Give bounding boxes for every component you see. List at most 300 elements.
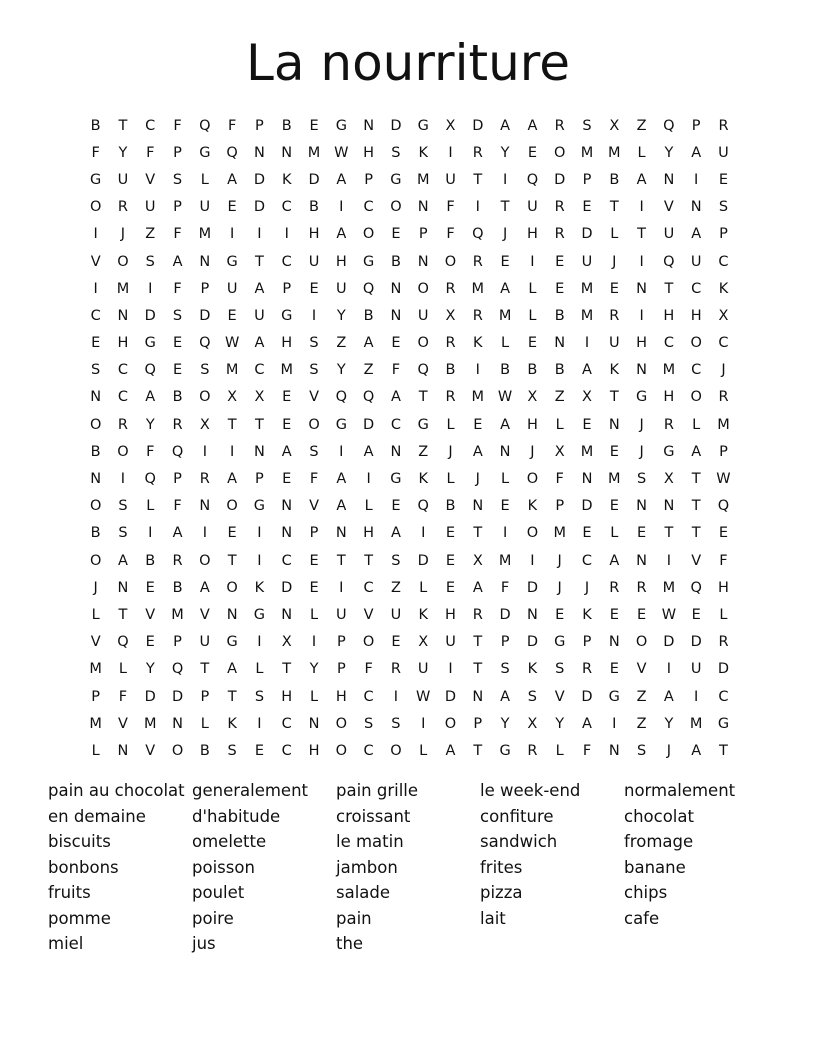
grid-letter: B [445,362,456,379]
grid-letter: I [639,199,644,216]
grid-letter: Z [336,335,347,352]
grid-letter: A [691,144,702,161]
grid-letter: F [173,226,182,243]
grid-row [82,574,738,601]
grid-letter: C [663,335,674,352]
grid-letter: L [692,416,701,433]
grid-letter: N [226,606,238,623]
grid-letter: G [417,117,429,134]
grid-letter: N [636,280,648,297]
grid-letter: H [526,416,538,433]
grid-letter: O [89,416,102,433]
grid-letter: V [145,606,156,623]
grid-row [82,166,738,193]
grid-letter: V [145,742,156,759]
grid-letter: V [309,389,319,406]
grid-letter: X [199,416,210,433]
grid-letter: J [584,579,590,596]
grid-letter: N [472,688,484,705]
grid-letter: W [716,471,731,488]
grid-letter: M [580,280,594,297]
grid-letter: P [255,471,264,488]
grid-letter: T [473,525,483,542]
grid-letter: Y [336,307,346,324]
grid-letter: H [690,307,702,324]
grid-letter: H [308,742,320,759]
grid-letter: X [609,117,620,134]
grid-letter: F [500,579,510,596]
grid-letter: C [363,579,374,596]
word-list-item: pain au chocolat [48,781,185,800]
grid-letter: D [690,634,702,651]
word-list-item: the [336,934,364,953]
grid-letter: E [555,253,565,270]
grid-letter: F [146,144,155,161]
grid-letter: L [309,688,319,705]
grid-letter: J [721,362,726,379]
word-list-item: poire [192,908,234,928]
grid-letter: A [663,688,674,705]
word-list-item: cafe [624,908,660,928]
grid-letter: X [418,634,429,651]
grid-letter: B [90,443,101,460]
grid-letter: N [199,498,211,515]
grid-letter: J [530,443,535,460]
grid-letter: L [255,661,264,678]
grid-letter: S [227,742,237,759]
grid-letter: O [362,226,375,243]
grid-letter: E [500,253,510,270]
word-list-item: chips [624,883,668,902]
grid-letter: Q [171,661,184,678]
grid-letter: I [284,226,289,243]
word-list-item: croissant [336,806,411,826]
grid-letter: O [362,634,375,651]
grid-letter: A [117,552,128,569]
grid-letter: P [418,226,428,243]
word-list-item [480,931,624,957]
grid-letter: B [172,389,183,406]
word-list-item: jambon [336,857,398,877]
grid-letter: O [199,552,211,569]
grid-letter: Q [117,634,129,651]
grid-letter: Z [363,362,374,379]
grid-row [82,139,738,166]
grid-letter: V [363,606,374,623]
word-list-item: fruits [48,883,91,902]
grid-letter: D [171,688,184,705]
grid-letter: E [282,416,292,433]
grid-letter: M [580,307,594,324]
grid-letter: U [690,253,702,270]
grid-letter: U [199,634,211,651]
grid-letter: S [254,688,265,705]
grid-letter: L [719,606,728,623]
grid-letter: T [719,742,728,759]
grid-letter: L [118,661,127,678]
grid-letter: T [664,525,674,542]
grid-letter: E [391,226,401,243]
grid-letter: C [718,253,729,270]
grid-letter: A [254,280,265,297]
grid-row [82,221,738,248]
grid-letter: Q [717,498,730,515]
grid-letter: F [582,742,592,759]
grid-letter: M [553,525,566,542]
grid-letter: M [307,144,321,161]
grid-letter: K [418,144,428,161]
grid-letter: O [690,389,702,406]
grid-letter: C [281,552,292,569]
grid-letter: M [116,280,130,297]
grid-letter: I [639,253,644,270]
grid-letter: S [118,525,128,542]
grid-letter: S [200,362,210,379]
grid-letter: G [199,144,211,161]
grid-letter: U [254,307,265,324]
grid-letter: C [718,688,729,705]
grid-letter: N [281,606,293,623]
grid-letter: I [393,688,399,705]
grid-letter: P [173,471,182,488]
grid-letter: G [390,471,402,488]
grid-letter: F [91,144,100,161]
grid-letter: U [445,634,456,651]
grid-letter: I [148,525,153,542]
grid-letter: A [145,389,156,406]
grid-letter: B [363,307,374,324]
grid-letter: I [694,171,699,188]
grid-letter: Q [226,144,238,161]
grid-letter: E [145,579,155,596]
grid-letter: L [637,144,646,161]
grid-letter: O [117,443,129,460]
word-list-item: pizza [480,883,523,902]
grid-letter: P [719,226,728,243]
grid-letter: Q [417,362,429,379]
grid-letter: H [281,688,293,705]
grid-letter: O [526,471,539,488]
grid-letter: T [500,199,510,216]
grid-letter: R [663,416,674,433]
grid-letter: N [90,471,102,488]
word-list-item [624,931,768,957]
grid-letter: M [471,389,485,406]
grid-letter: R [609,307,620,324]
grid-letter: D [717,661,730,678]
grid-letter: M [89,715,102,732]
grid-letter: F [173,117,182,134]
grid-letter: K [418,606,428,623]
grid-letter: N [390,443,402,460]
grid-letter: E [391,498,401,515]
grid-letter: R [636,579,647,596]
grid-letter: E [91,335,101,352]
grid-letter: A [336,471,347,488]
grid-letter: S [172,307,183,324]
grid-letter: B [500,362,511,379]
grid-letter: Y [500,144,510,161]
grid-letter: D [472,117,484,134]
grid-letter: O [89,199,102,216]
grid-letter: A [691,742,702,759]
grid-letter: N [90,389,102,406]
grid-letter: R [472,307,483,324]
grid-letter: C [281,742,292,759]
grid-letter: Y [118,144,128,161]
grid-letter: H [335,688,347,705]
grid-letter: H [636,335,648,352]
grid-letter: E [527,335,537,352]
grid-letter: K [418,471,428,488]
grid-letter: N [254,443,265,460]
grid-letter: N [526,606,538,623]
grid-letter: T [691,471,701,488]
grid-letter: J [93,579,98,596]
grid-letter: C [363,742,374,759]
grid-letter: R [609,579,620,596]
grid-letter: A [336,498,347,515]
grid-letter: I [148,280,153,297]
grid-letter: E [555,606,565,623]
grid-letter: L [200,171,209,188]
grid-row [82,683,738,710]
word-list-item: le matin [336,832,404,851]
grid-letter: S [636,742,647,759]
grid-letter: M [171,606,184,623]
grid-letter: V [199,606,210,623]
grid-row [82,710,738,737]
grid-letter: D [308,171,320,188]
grid-letter: O [89,498,102,515]
grid-letter: I [530,253,535,270]
grid-letter: E [582,199,592,216]
grid-letter: Q [690,579,702,596]
grid-letter: S [527,688,537,705]
grid-letter: M [498,307,512,324]
grid-letter: U [718,144,729,161]
grid-letter: P [719,443,728,460]
grid-letter: T [118,117,128,134]
grid-letter: R [718,634,729,651]
grid-row [82,465,738,492]
grid-letter: E [582,525,592,542]
grid-letter: A [582,715,592,732]
grid-letter: Y [145,661,155,678]
grid-letter: N [663,498,675,515]
grid-letter: T [609,389,619,406]
grid-letter: L [528,307,537,324]
grid-letter: R [554,117,565,134]
grid-letter: K [473,335,483,352]
grid-letter: C [281,715,292,732]
grid-letter: H [663,389,675,406]
grid-letter: H [335,253,347,270]
grid-letter: E [609,443,619,460]
grid-letter: Q [663,253,675,270]
grid-letter: U [417,307,429,324]
grid-letter: E [527,144,537,161]
grid-letter: N [281,525,293,542]
grid-letter: X [281,634,292,651]
grid-letter: I [93,226,98,243]
grid-letter: F [555,471,564,488]
grid-letter: F [173,498,182,515]
grid-letter: R [199,471,210,488]
grid-letter: K [227,715,237,732]
grid-letter: C [581,552,593,569]
grid-letter: J [639,443,644,460]
grid-letter: A [472,443,483,460]
grid-letter: E [309,280,319,297]
word-list-item: omelette [192,832,267,851]
grid-letter: B [199,742,210,759]
grid-letter: L [91,742,100,759]
grid-letter: U [226,280,238,297]
grid-letter: H [117,335,129,352]
word-list-item: pain [336,908,372,928]
grid-letter: D [526,634,538,651]
grid-letter: R [527,742,538,759]
grid-letter: N [117,742,129,759]
grid-letter: E [609,661,619,678]
grid-letter: F [446,199,455,216]
grid-letter: N [636,498,648,515]
grid-letter: I [257,552,262,569]
grid-letter: N [663,171,675,188]
grid-letter: N [254,144,265,161]
grid-letter: L [446,471,455,488]
grid-row [82,411,738,438]
grid-letter: D [526,579,538,596]
grid-letter: R [554,199,565,216]
grid-letter: R [172,552,183,569]
grid-letter: X [582,389,592,406]
grid-letter: N [199,253,211,270]
grid-letter: T [473,742,483,759]
grid-row [82,438,738,465]
grid-letter: L [200,715,209,732]
grid-letter: E [254,742,265,759]
grid-letter: I [229,226,235,243]
grid-letter: C [390,416,401,433]
grid-row [82,629,738,656]
grid-letter: N [281,144,293,161]
grid-letter: S [309,362,319,379]
grid-letter: N [499,443,511,460]
grid-letter: S [391,715,401,732]
grid-letter: M [580,443,594,460]
grid-letter: T [227,552,237,569]
grid-letter: E [609,606,619,623]
grid-letter: E [718,171,729,188]
grid-letter: E [445,579,456,596]
grid-letter: B [281,117,292,134]
grid-letter: E [282,471,292,488]
grid-letter: I [257,226,262,243]
grid-letter: R [472,253,483,270]
grid-letter: Q [663,117,675,134]
grid-letter: T [118,606,128,623]
grid-letter: G [635,389,648,406]
grid-letter: A [336,226,347,243]
grid-letter: H [363,525,375,542]
grid-letter: Q [362,280,375,297]
grid-letter: V [309,498,319,515]
grid-letter: S [309,443,319,460]
grid-letter: J [639,416,644,433]
grid-letter: U [199,199,211,216]
grid-letter: E [445,525,456,542]
grid-letter: P [500,634,510,651]
grid-letter: H [526,226,538,243]
grid-letter: A [500,688,511,705]
word-list-item: pomme [48,908,111,928]
grid-letter: P [582,634,592,651]
word-list-item: confiture [480,806,554,826]
grid-letter: M [689,715,703,732]
grid-letter: Y [336,362,346,379]
grid-letter: Y [145,416,155,433]
grid-letter: E [282,389,292,406]
grid-letter: A [691,443,702,460]
grid-letter: G [717,715,730,732]
grid-letter: K [527,661,538,678]
grid-letter: V [636,661,647,678]
grid-letter: N [636,362,648,379]
grid-letter: B [445,498,456,515]
grid-letter: T [255,416,264,433]
grid-letter: G [335,117,347,134]
grid-letter: A [527,117,538,134]
word-list-item: salade [336,883,391,902]
grid-row [82,112,738,139]
grid-letter: E [227,525,237,542]
grid-letter: Q [144,471,156,488]
grid-letter: B [172,579,183,596]
grid-letter: D [581,498,593,515]
grid-letter: N [417,253,429,270]
grid-letter: C [90,307,101,324]
grid-letter: V [145,171,156,188]
grid-row [82,384,738,411]
grid-letter: L [146,498,155,515]
grid-letter: M [416,171,430,188]
grid-letter: R [172,416,183,433]
grid-letter: S [309,335,319,352]
grid-letter: I [475,199,480,216]
grid-letter: G [608,688,620,705]
grid-letter: B [145,552,156,569]
word-list-item: d'habitude [192,806,281,826]
grid-letter: E [227,307,237,324]
grid-letter: P [364,171,373,188]
grid-letter: A [227,661,238,678]
grid-letter: O [390,199,402,216]
grid-letter: K [254,579,265,596]
grid-letter: O [390,742,402,759]
grid-letter: J [448,443,453,460]
grid-letter: I [448,144,453,161]
grid-letter: D [144,307,156,324]
grid-letter: Z [636,688,647,705]
grid-letter: A [336,171,347,188]
grid-letter: V [90,634,101,651]
grid-letter: P [91,688,101,705]
grid-letter: E [718,525,729,542]
grid-letter: D [554,171,566,188]
grid-letter: F [719,552,728,569]
